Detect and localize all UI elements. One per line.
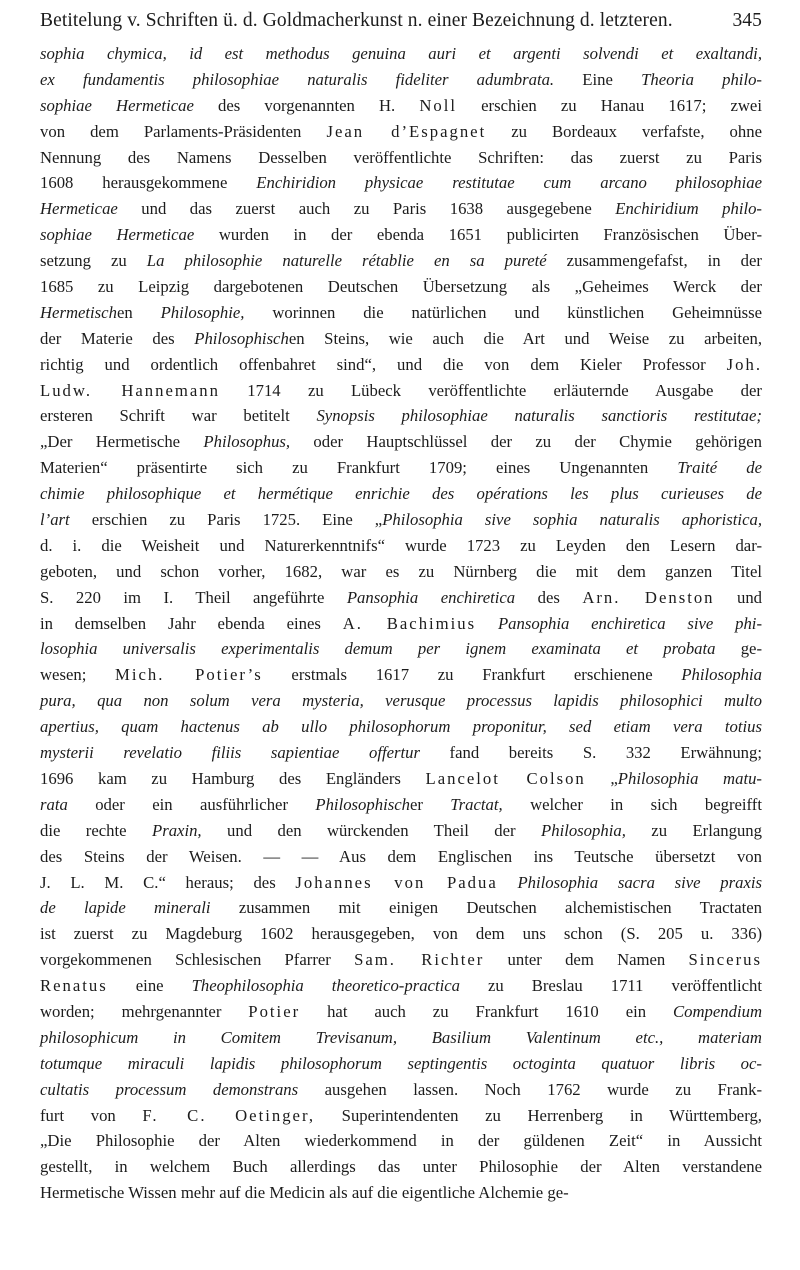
- italic-title: Traité de: [677, 458, 762, 478]
- italic-title: Hermeticae: [40, 199, 118, 219]
- text-line: [40, 378, 762, 404]
- text-line: [40, 481, 762, 507]
- italic-title: Philosophia matu-: [617, 768, 762, 788]
- running-header: [40, 10, 762, 32]
- spaced-name: Joh.: [726, 354, 762, 374]
- italic-title: cultatis processum demonstrans: [40, 1079, 299, 1099]
- text-run: Hermetische Wissen mehr auf die Medicin als auf die eigentliche Alchemie ge-: [40, 1183, 569, 1203]
- text-line: [40, 1103, 762, 1129]
- text-run: des vorgenannten H.: [193, 95, 420, 115]
- text-line: [40, 1180, 762, 1206]
- text-run: ge-: [715, 639, 762, 659]
- italic-title: Pansophia enchiretica sive phi-: [497, 613, 763, 633]
- text-line: [40, 662, 762, 688]
- text-line: [40, 999, 762, 1025]
- italic-title: Philosophia: [681, 665, 763, 685]
- italic-title: de lapide minerali: [40, 898, 211, 918]
- text-line: [40, 895, 762, 921]
- text-line: [40, 688, 762, 714]
- text-run: J. L. M. C.“ heraus; des: [40, 872, 296, 892]
- text-line: [40, 274, 762, 300]
- text-run: Materien“ präsentirte sich zu Frankfurt 1709; eines Ungenannten: [40, 458, 678, 478]
- text-line: [40, 403, 762, 429]
- italic-title: Philosophia sive sophia naturalis aphoristica,: [382, 510, 762, 530]
- italic-title: Enchiridium philo-: [615, 199, 762, 219]
- page-number: 345: [732, 10, 762, 31]
- text-run: „Die Philosophie der Alten wiederkommend in der güldenen Zeit“ in Aussicht: [40, 1131, 762, 1151]
- italic-title: Theoria philo-: [641, 69, 762, 89]
- italic-title: rata: [40, 794, 68, 814]
- italic-title: apertius, quam hactenus ab ullo philosophorum proponitur, sed etiam vera totius: [40, 717, 762, 737]
- spaced-name: Mich. Potier’s: [115, 665, 263, 685]
- italic-title: Synopsis philosophiae naturalis sanctioris restitutae;: [316, 406, 762, 426]
- text-line: [40, 559, 762, 585]
- running-title: Betitelung v. Schriften ü. d. Goldmacherkunst n. einer Bezeichnung d. letzteren.: [40, 10, 673, 31]
- text-run: [498, 873, 518, 892]
- italic-title: Philosophus,: [203, 432, 291, 452]
- italic-title: Philosophia,: [541, 820, 626, 840]
- text-run: welcher in sich begreifft: [502, 794, 763, 814]
- text-line: [40, 921, 762, 947]
- italic-title: Philosophia sacra sive praxis: [517, 872, 762, 892]
- text-run: vorgekommenen Schlesischen Pfarrer: [40, 950, 355, 970]
- italic-title: philosophicum in Comitem Trevisanum, Basilium Valentinum etc., materiam: [40, 1027, 762, 1047]
- italic-title: sophiae Hermeticae: [40, 225, 195, 245]
- text-line: [40, 300, 762, 326]
- text-run: der Materie des: [40, 328, 195, 348]
- text-line: [40, 222, 762, 248]
- text-line: [40, 67, 762, 93]
- text-run: zusammen mit einigen Deutschen alchemistischen Tractaten: [210, 898, 762, 918]
- text-line: [40, 455, 762, 481]
- text-run: 1714 zu Lübeck veröffentlichte erläuternde Ausgabe der: [219, 380, 762, 400]
- text-line: [40, 196, 762, 222]
- text-line: [40, 636, 762, 662]
- text-run: setzung zu: [40, 251, 147, 271]
- text-run: „Der Hermetische: [40, 432, 204, 452]
- text-run: von dem Parlaments-Präsidenten: [40, 121, 327, 141]
- text-line: [40, 145, 762, 171]
- body-text: [40, 41, 762, 1206]
- italic-title: La philosophie naturelle rétablie en sa pureté: [146, 251, 547, 271]
- text-run: ausgehen lassen. Noch 1762 wurde zu Frank-: [298, 1079, 763, 1099]
- text-line: [40, 973, 762, 999]
- spaced-name: Jean d’Espagnet: [326, 121, 487, 141]
- text-run: wesen;: [40, 665, 116, 685]
- italic-title: ex fundamentis philosophiae naturalis fideliter adumbrata.: [40, 69, 555, 89]
- spaced-name: A. Bachimius: [342, 613, 477, 633]
- text-run: erschien zu Hanau 1617; zwei: [457, 95, 762, 115]
- text-run: er: [409, 794, 451, 814]
- italic-title: pura, qua non solum vera mysteria, verusque processus lapidis philosophici multo: [40, 691, 762, 711]
- text-run: erschien zu Paris 1725. Eine „: [69, 510, 383, 530]
- text-line: [40, 870, 762, 896]
- text-run: und: [714, 587, 763, 607]
- text-line: [40, 947, 762, 973]
- text-run: „: [585, 768, 618, 788]
- text-run: worinnen die natürlichen und künstlichen Geheimnüsse: [244, 302, 762, 322]
- text-run: d. i. die Weisheit und Naturerkenntnifs“ wurde 1723 zu Leyden den Lesern dar-: [40, 535, 762, 555]
- italic-title: sophiae Hermeticae: [40, 95, 194, 115]
- text-run: wurden in der ebenda 1651 publicirten Französischen Über-: [194, 225, 762, 245]
- text-line: [40, 93, 762, 119]
- text-run: furt von: [40, 1105, 143, 1125]
- spaced-name: Arn. Denston: [582, 587, 715, 607]
- text-run: zu Breslau 1711 veröffentlicht: [459, 976, 763, 996]
- spaced-name: Renatus: [40, 976, 108, 996]
- text-line: [40, 1025, 762, 1051]
- spaced-name: F. C. Oetinger,: [142, 1105, 316, 1125]
- text-run: ist zuerst zu Magdeburg 1602 herausgegeben, von dem uns schon (S. 205 u. 336): [40, 924, 762, 944]
- text-run: geboten, und schon vorher, 1682, war es zu Nürnberg die mit dem ganzen Titel: [40, 561, 762, 581]
- text-line: [40, 1051, 762, 1077]
- italic-title: Enchiridion physicae restitutae cum arcano philosophiae: [256, 173, 762, 193]
- italic-title: Philosophisch: [315, 794, 410, 814]
- text-run: die rechte: [40, 820, 152, 840]
- text-line: [40, 533, 762, 559]
- text-line: [40, 507, 762, 533]
- text-run: S. 220 im I. Theil angeführte: [40, 587, 347, 607]
- text-line: [40, 792, 762, 818]
- italic-title: sophia chymica, id est methodus genuina auri et argenti solvendi et exaltandi,: [40, 44, 762, 63]
- text-line: [40, 326, 762, 352]
- text-run: en Steins, wie auch die Art und Weise zu arbeiten,: [288, 328, 762, 348]
- text-line: [40, 248, 762, 274]
- text-run: zu Erlangung: [625, 820, 762, 840]
- text-line: [40, 844, 762, 870]
- italic-title: losophia universalis experimentalis demum per ignem examinata et probata: [40, 639, 716, 659]
- text-run: und den würckenden Theil der: [201, 820, 542, 840]
- text-line: [40, 766, 762, 792]
- text-run: en: [116, 302, 161, 322]
- text-line: [40, 1077, 762, 1103]
- spaced-name: Sincerus: [688, 950, 762, 970]
- spaced-name: Sam. Richter: [354, 950, 485, 970]
- text-run: oder Hauptschlüssel der zu der Chymie gehörigen: [290, 432, 763, 452]
- text-run: und das zuerst auch zu Paris 1638 ausgegebene: [117, 199, 616, 219]
- spaced-name: Noll: [419, 95, 457, 115]
- italic-title: Pansophia enchiretica: [346, 587, 516, 607]
- italic-title: Theophilosophia theoretico-practica: [191, 976, 460, 996]
- text-run: in demselben Jahr ebenda eines: [40, 613, 343, 633]
- text-run: 1685 zu Leipzig dargebotenen Deutschen Übersetzung als „Geheimes Werck der: [40, 277, 762, 297]
- italic-title: chimie philosophique et hermétique enrichie des opérations les plus curieuses de: [40, 484, 762, 504]
- text-run: fand bereits S. 332 Erwähnung;: [419, 743, 762, 763]
- text-run: 1696 kam zu Hamburg des Engländers: [40, 768, 426, 788]
- text-run: oder ein ausführlicher: [67, 794, 316, 814]
- text-run: 1608 herausgekommene: [40, 173, 257, 193]
- text-line: [40, 1128, 762, 1154]
- text-run: zu Bordeaux verfafste, ohne: [486, 121, 762, 141]
- italic-title: Compendium: [673, 1001, 762, 1021]
- text-line: [40, 1154, 762, 1180]
- spaced-name: Johannes von Padua: [295, 872, 498, 892]
- italic-title: Philosophisch: [194, 328, 289, 348]
- italic-title: mysterii revelatio filiis sapientiae offertur: [40, 743, 420, 763]
- text-run: worden; mehrgenannter: [40, 1001, 249, 1021]
- text-run: hat auch zu Frankfurt 1610 ein: [300, 1001, 673, 1021]
- text-line: [40, 611, 762, 637]
- text-line: [40, 714, 762, 740]
- text-line: [40, 170, 762, 196]
- spaced-name: Ludw. Hannemann: [40, 380, 220, 400]
- text-run: des Steins der Weisen. — — Aus dem Englischen ins Teutsche übersetzt von: [40, 846, 762, 866]
- text-run: eine: [107, 976, 192, 996]
- text-run: zusammengefafst, in der: [546, 251, 762, 271]
- text-run: gestellt, in welchem Buch allerdings das unter Philosophie der Alten verstandene: [40, 1157, 762, 1177]
- text-run: Eine: [554, 69, 642, 89]
- italic-title: l’art: [40, 510, 70, 530]
- text-line: [40, 41, 762, 67]
- spaced-name: Lancelot Colson: [425, 768, 586, 788]
- text-run: erstmals 1617 zu Frankfurt erschienene: [262, 665, 682, 685]
- text-line: [40, 585, 762, 611]
- italic-title: Praxin,: [152, 820, 202, 840]
- text-run: ersteren Schrift war betitelt: [40, 406, 317, 426]
- text-run: richtig und ordentlich offenbahret sind“, und die von dem Kieler Professor: [40, 354, 727, 374]
- text-run: des: [515, 587, 583, 607]
- italic-title: totumque miraculi lapidis philosophorum septingentis octoginta quatuor libris oc-: [40, 1053, 762, 1073]
- spaced-name: Potier: [248, 1001, 301, 1021]
- italic-title: Philosophie,: [160, 302, 245, 322]
- text-line: [40, 119, 762, 145]
- text-line: [40, 740, 762, 766]
- italic-title: Hermetisch: [40, 302, 117, 322]
- text-run: [476, 614, 498, 633]
- text-line: [40, 352, 762, 378]
- text-run: Nennung des Namens Desselben veröffentlichte Schriften: das zuerst zu Paris: [40, 147, 762, 167]
- text-run: Superintendenten zu Herrenberg in Württemberg,: [315, 1105, 762, 1125]
- text-run: unter dem Namen: [484, 950, 689, 970]
- text-line: [40, 429, 762, 455]
- italic-title: Tractat,: [450, 794, 503, 814]
- text-line: [40, 818, 762, 844]
